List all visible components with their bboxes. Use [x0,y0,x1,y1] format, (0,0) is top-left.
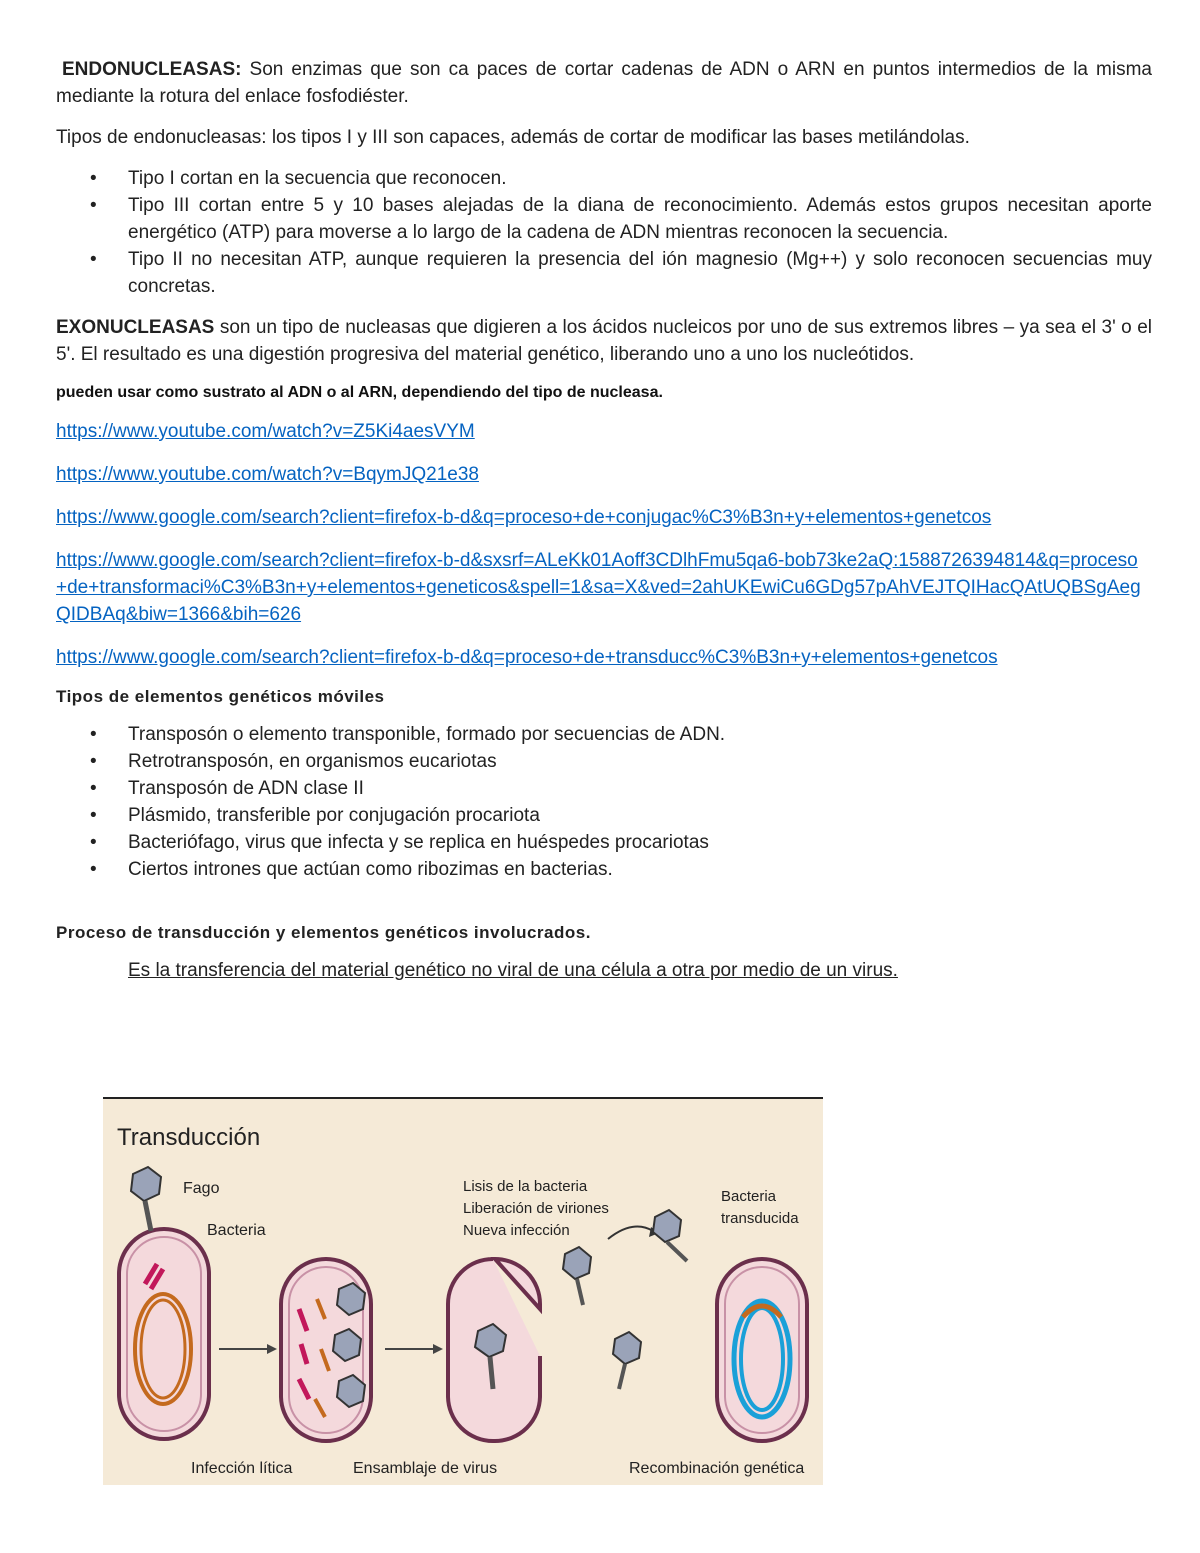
bacteria-transducida-label-1: Bacteria [721,1188,777,1205]
google-link-transduccion[interactable]: https://www.google.com/search?client=firefox-b-d&q=proceso+de+transducc%C3%B3n+y+elementos+genetcos [56,647,998,668]
bullet-icon: • [90,832,97,853]
google-link-conjugacion[interactable]: https://www.google.com/search?client=firefox-b-d&q=proceso+de+conjugac%C3%B3n+y+elementos+genetcos [56,507,992,528]
step-ensamblaje-virus: Ensamblaje de virus [353,1460,498,1477]
document-page [56,56,1152,1002]
exonucleasas-paragraph [56,314,1152,368]
phage-icon [131,1167,161,1231]
bullet-icon: • [90,168,97,189]
liberacion-label: Liberación de viriones [463,1200,609,1217]
list-item-text: Bacteriófago, virus que infecta y se replica en huéspedes procariotas [128,832,709,853]
arrow-icon [219,1344,277,1354]
endonucleasas-title: ENDONUCLEASAS: [62,59,242,80]
transduccion-diagram [103,1099,823,1485]
list-item [56,748,1152,775]
list-item [56,721,1152,748]
list-item-text: Tipo I cortan en la secuencia que reconocen. [128,168,507,189]
bacteria-cell-3 [448,1259,540,1441]
moviles-list [56,721,1152,883]
phage-icon [653,1210,687,1261]
moviles-heading: Tipos de elementos genéticos móviles [56,687,385,706]
bullet-icon: • [90,249,97,270]
bullet-icon: • [90,195,97,216]
bacteria-transducida-label-2: transducida [721,1210,799,1227]
arrow-icon [385,1344,443,1354]
exonucleasas-title: EXONUCLEASAS [56,317,215,338]
nucleasa-note: pueden usar como sustrato al ADN o al ARN, dependiendo del tipo de nucleasa. [56,384,663,401]
bacteria-cell-1 [119,1229,209,1439]
transduccion-figure [103,1097,823,1485]
bullet-icon: • [90,778,97,799]
endonucleasas-list [56,165,1152,300]
list-item-text: Plásmido, transferible por conjugación procariota [128,805,540,826]
transduccion-heading: Proceso de transducción y elementos genéticos involucrados. [56,923,591,942]
list-item-text: Transposón o elemento transponible, formado por secuencias de ADN. [128,724,726,745]
endonucleasas-text: Son enzimas que son ca paces de cortar cadenas de ADN o ARN en puntos intermedios de la misma mediante la rotura del enlace fosfodiéster. [56,59,1152,107]
google-link-transformacion[interactable]: https://www.google.com/search?client=firefox-b-d&sxsrf=ALeKk01Aoff3CDlhFmu5qa6-bob73ke2aQ:1588726394814&q=proceso+de+transformaci%C3%B3n+y+elementos+geneticos&spell=1&sa=X&ved=2ahUKEwiCu6GDg57pAhVEJTQIHacQAtUQBSgAegQIDBAq&biw=1366&bih=626 [56,550,1141,625]
list-item [56,856,1152,883]
list-item [56,802,1152,829]
nueva-infeccion-label: Nueva infección [463,1222,570,1239]
list-item [56,829,1152,856]
tipos-intro: Tipos de endonucleasas: los tipos I y III son capaces, además de cortar de modificar las bases metilándolas. [56,127,970,148]
phage-icon [613,1332,641,1389]
bacteria-label: Bacteria [207,1222,266,1239]
list-item [56,165,1152,192]
endonucleasas-paragraph [56,56,1152,110]
step-recombinacion-genetica: Recombinación genética [629,1460,805,1477]
bacteria-cell-2 [281,1259,371,1441]
bullet-icon: • [90,805,97,826]
list-item-text: Tipo III cortan entre 5 y 10 bases alejadas de la diana de reconocimiento. Además estos grupos necesitan aporte energético (ATP) para moverse a lo largo de la cadena de ADN mientras reconocen la secuencia. [128,195,1152,243]
list-item-text: Retrotransposón, en organismos eucariotas [128,751,497,772]
youtube-link-2[interactable]: https://www.youtube.com/watch?v=BqymJQ21e38 [56,464,479,485]
list-item-text: Tipo II no necesitan ATP, aunque requieren la presencia del ión magnesio (Mg++) y solo reconocen secuencias muy concretas. [128,249,1152,297]
phage-icon [563,1247,591,1305]
list-item-text: Ciertos intrones que actúan como ribozimas en bacterias. [128,859,613,880]
bacteria-cell-4 [717,1259,807,1441]
transduccion-definition: Es la transferencia del material genético no viral de una célula a otra por medio de un virus. [128,960,898,981]
list-item-text: Transposón de ADN clase II [128,778,364,799]
youtube-link-1[interactable]: https://www.youtube.com/watch?v=Z5Ki4aesVYM [56,421,475,442]
bullet-icon: • [90,724,97,745]
step-infeccion-litica: Infección lítica [191,1460,293,1477]
list-item [56,246,1152,300]
lisis-label: Lisis de la bacteria [463,1178,588,1195]
list-item [56,775,1152,802]
bullet-icon: • [90,751,97,772]
exonucleasas-text: son un tipo de nucleasas que digieren a los ácidos nucleicos por uno de sus extremos libres – ya sea el 3' o el 5'. El resultado es una digestión progresiva del material genético, liberando uno a uno los nucleótidos. [56,317,1152,365]
figure-title: Transducción [117,1124,261,1151]
list-item [56,192,1152,246]
fago-label: Fago [183,1180,220,1197]
bullet-icon: • [90,859,97,880]
